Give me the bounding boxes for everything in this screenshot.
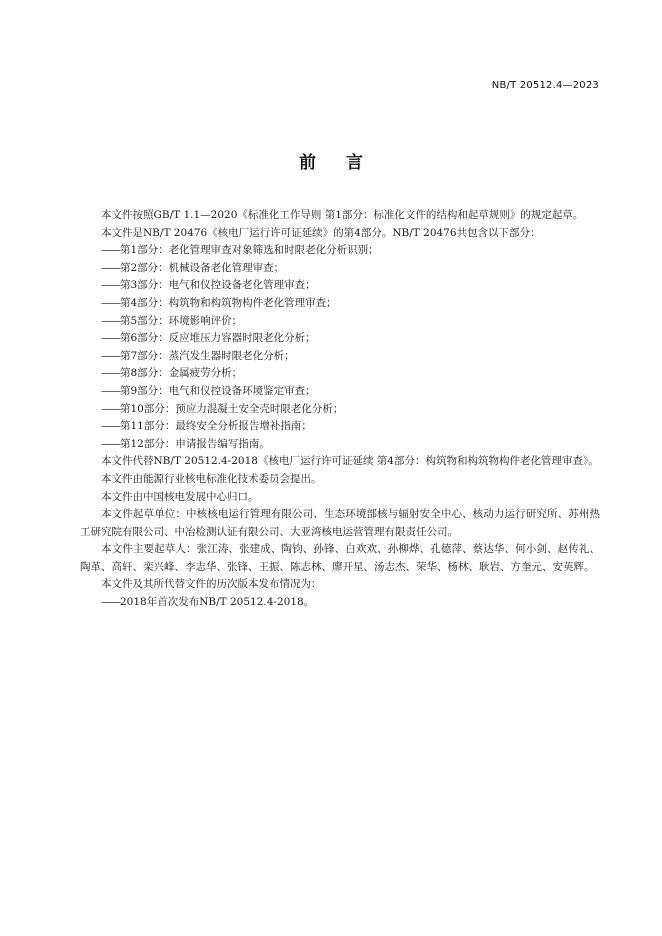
- list-item: ——第3部分：电气和仪控设备老化管理审查；: [101, 279, 316, 292]
- title-char-2: 言: [346, 153, 363, 173]
- page-title: [0, 148, 662, 173]
- list-item: ——第10部分：预应力混凝土安全壳时限老化分析；: [101, 402, 344, 415]
- list-item: ——第12部分：申请报告编写指南。: [101, 437, 270, 450]
- parts-list: [80, 242, 600, 453]
- list-item: ——第4部分：构筑物和构筑物构件老化管理审查；: [101, 296, 337, 309]
- list-item: ——第1部分：老化管理审查对象筛选和时限老化分析识别；: [101, 244, 379, 257]
- list-item: ——2018年首次发布NB/T 20512.4-2018。: [101, 596, 315, 609]
- intro-paragraph-1: 本文件按照GB/T 1.1—2020《标准化工作导则 第1部分：标准化文件的结构和起草规则》的规定起草。: [101, 209, 584, 221]
- foreword-body: [80, 207, 600, 612]
- intro-paragraph-2: 本文件是NB/T 20476《核电厂运行许可证延续》的第4部分。NB/T 20476共包含以下部分：: [101, 226, 541, 239]
- list-item: ——第6部分：反应堆压力容器时限老化分析；: [101, 332, 316, 345]
- drafting-units-paragraph: 本文件起草单位：中核核电运行管理有限公司、生态环境部核与辐射安全中心、核动力运行研究所、苏州热工研究院有限公司、中冶检测认证有限公司、大亚湾核电运营管理有限责任公司。: [80, 508, 600, 538]
- list-item: ——第5部分：环境影响评价；: [101, 314, 243, 327]
- list-item: ——第9部分：电气和仪控设备环境鉴定审查；: [101, 384, 316, 397]
- history-list: [80, 594, 600, 612]
- managed-by-paragraph: 本文件由中国核电发展中心归口。: [101, 490, 259, 503]
- history-intro-paragraph: 本文件及其所代替文件的历次版本发布情况为：: [101, 578, 322, 591]
- list-item: ——第7部分：蒸汽发生器时限老化分析；: [101, 349, 295, 362]
- list-item: ——第8部分：金属疲劳分析；: [101, 367, 243, 380]
- replaces-paragraph: 本文件代替NB/T 20512.4-2018《核电厂运行许可证延续 第4部分：构筑物和构筑物构件老化管理审查》。: [101, 455, 599, 468]
- title-char-1: 前: [299, 153, 316, 173]
- drafters-paragraph: 本文件主要起草人：张江涛、张建成、陶钧、孙锋、白欢欢、孙柳烨、孔德萍、蔡达华、何小剑、赵传礼、陶革、高轩、栾兴峰、李志华、张锋、王振、陈志林、廖开星、汤志杰、荣华、杨林、耿岩、方奎元、安英辉。: [80, 543, 600, 573]
- list-item: ——第2部分：机械设备老化管理审查；: [101, 261, 285, 274]
- standard-number: NB/T 20512.4—2023: [491, 80, 599, 91]
- proposed-by-paragraph: 本文件由能源行业核电标准化技术委员会提出。: [101, 472, 322, 485]
- list-item: ——第11部分：最终安全分析报告增补指南；: [101, 420, 312, 433]
